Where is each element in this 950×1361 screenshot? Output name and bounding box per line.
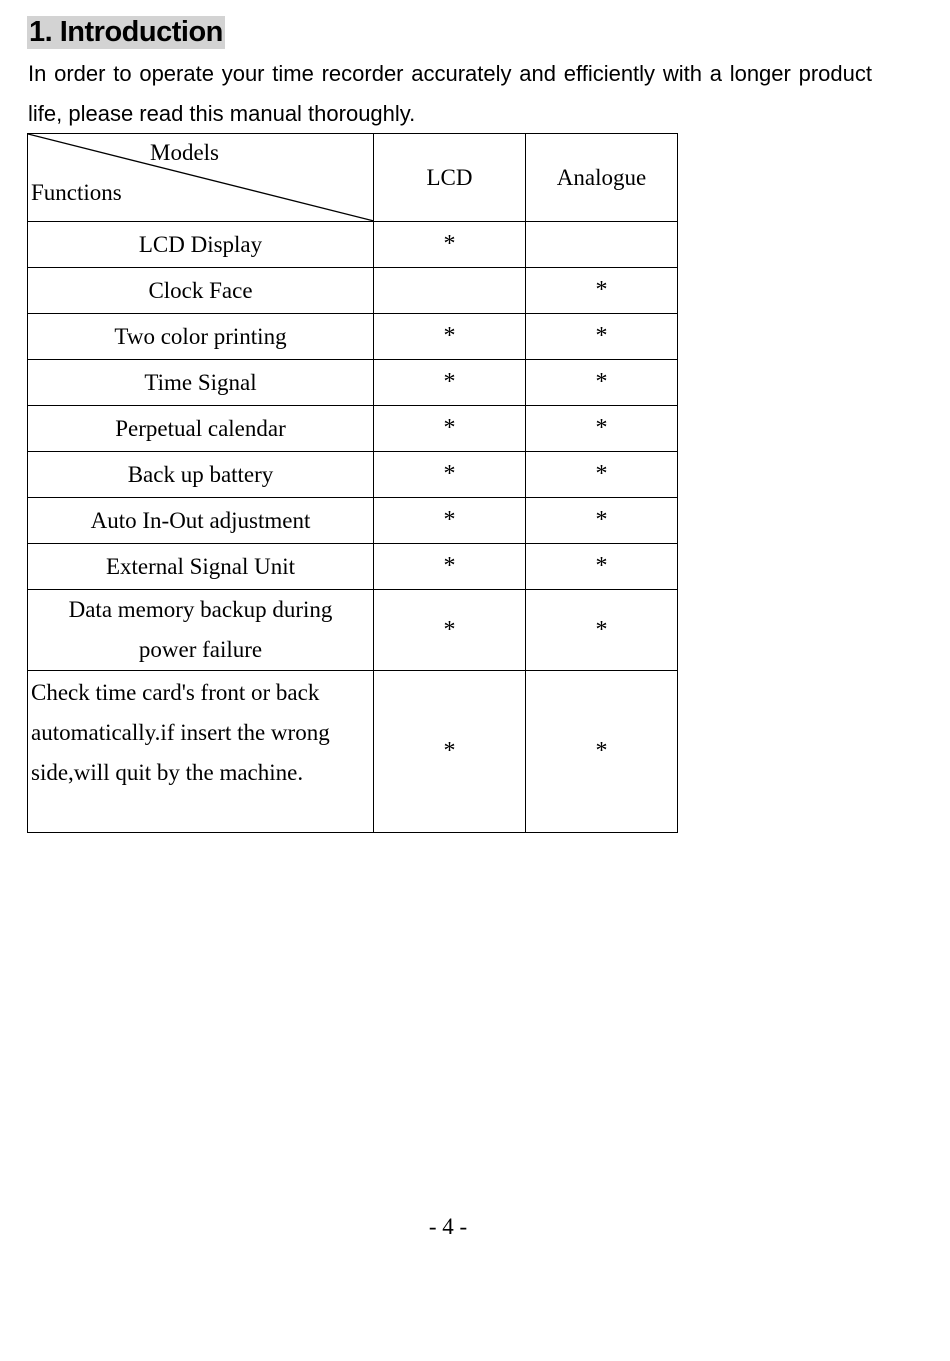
models-label: Models	[150, 140, 219, 165]
lcd-cell: *	[374, 671, 526, 833]
diagonal-header-cell	[28, 134, 374, 222]
lcd-cell: *	[374, 544, 526, 590]
function-cell: Auto In-Out adjustment	[28, 498, 374, 544]
function-line: power failure	[138, 637, 263, 662]
table-row	[28, 452, 678, 498]
analogue-cell: *	[526, 360, 678, 406]
analogue-cell	[526, 222, 678, 268]
intro-paragraph: In order to operate your time recorder accurately and efficiently with a longer product life, please read this manual thoroughly.	[28, 61, 872, 126]
lcd-cell: *	[374, 498, 526, 544]
table-row	[28, 314, 678, 360]
functions-label: Functions	[31, 180, 122, 205]
lcd-cell: *	[374, 222, 526, 268]
analogue-cell: *	[526, 406, 678, 452]
function-cell: Two color printing	[28, 314, 374, 360]
function-line: Data memory backup during	[68, 597, 333, 622]
function-cell: Clock Face	[28, 268, 374, 314]
table-row	[28, 544, 678, 590]
column-header-analogue: Analogue	[526, 134, 678, 222]
function-cell: Time Signal	[28, 360, 374, 406]
lcd-cell: *	[374, 314, 526, 360]
analogue-cell: *	[526, 314, 678, 360]
lcd-cell: *	[374, 406, 526, 452]
table-row	[28, 268, 678, 314]
section-heading: 1. Introduction	[29, 16, 223, 48]
function-cell: Perpetual calendar	[28, 406, 374, 452]
analogue-cell: *	[526, 268, 678, 314]
table-row	[28, 671, 678, 833]
function-cell: LCD Display	[28, 222, 374, 268]
lcd-cell: *	[374, 360, 526, 406]
function-cell	[28, 590, 374, 671]
function-line: Check time card's front or back	[31, 680, 320, 705]
lcd-cell: *	[374, 452, 526, 498]
function-line: automatically.if insert the wrong	[31, 720, 330, 745]
function-cell: Back up battery	[28, 452, 374, 498]
functions-table	[27, 133, 678, 833]
page-number: - 4 -	[428, 1214, 468, 1239]
analogue-cell: *	[526, 671, 678, 833]
analogue-cell: *	[526, 544, 678, 590]
table-row	[28, 222, 678, 268]
table-header-row	[28, 134, 678, 222]
table-row	[28, 360, 678, 406]
analogue-cell: *	[526, 452, 678, 498]
analogue-cell: *	[526, 498, 678, 544]
function-cell	[28, 671, 374, 833]
table-row	[28, 498, 678, 544]
table-row	[28, 406, 678, 452]
column-header-lcd: LCD	[374, 134, 526, 222]
table-row	[28, 590, 678, 671]
lcd-cell: *	[374, 590, 526, 671]
analogue-cell: *	[526, 590, 678, 671]
lcd-cell	[374, 268, 526, 314]
function-cell: External Signal Unit	[28, 544, 374, 590]
function-line: side,will quit by the machine.	[31, 760, 304, 785]
